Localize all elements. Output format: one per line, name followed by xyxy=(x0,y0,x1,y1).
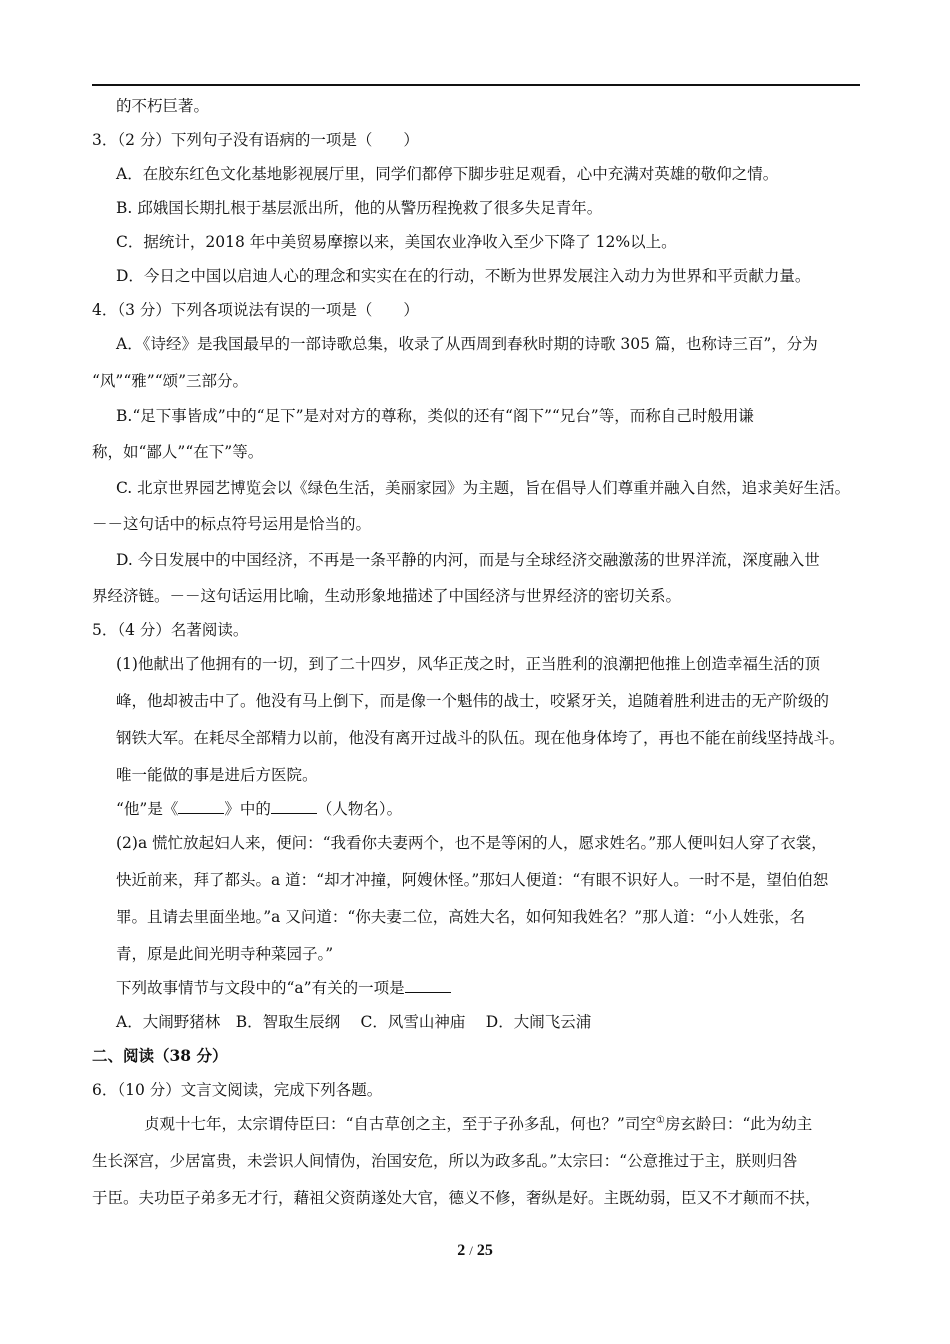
question-3-option-c: C．据统计，2018 年中美贸易摩擦以来，美国农业净收入至少下降了 12%以上。 xyxy=(116,233,677,251)
section-heading: 二、阅读（38 分） xyxy=(92,1046,228,1065)
passage-text: 贞观十七年，太宗谓侍臣曰：“自古草创之主，至于子孙多乱，何也？”司空 xyxy=(144,1115,656,1133)
header-rule xyxy=(92,84,860,86)
subquestion-text: 下列故事情节与文段中的“a”有关的一项是 xyxy=(116,979,405,997)
question-4-stem: 4．（3 分）下列各项说法有误的一项是（ ） xyxy=(92,301,419,319)
question-5-passage-2: 青，原是此间光明寺种菜园子。” xyxy=(116,945,334,963)
question-6-stem: 6．（10 分）文言文阅读，完成下列各题。 xyxy=(92,1081,383,1099)
classical-passage-line xyxy=(144,1113,812,1135)
question-5-passage-2: 罪。且请去里面坐地。”a 又问道：“你夫妻二位，高姓大名，如何知我姓名？”那人道：“小人姓张，名 xyxy=(116,908,806,926)
blank-prefix: “他”是《 xyxy=(116,800,179,818)
question-5-passage-2: (2)a 慌忙放起妇人来，便问：“我看你夫妻两个，也不是等闲的人，愿求姓名。”那人便叫妇人穿了衣裳， xyxy=(116,834,827,852)
page-number xyxy=(0,1242,950,1260)
blank-middle: 》中的 xyxy=(224,800,271,818)
question-4-option-c-cont: －－这句话中的标点符号运用是恰当的。 xyxy=(92,515,372,533)
page-separator: / xyxy=(469,1243,473,1258)
question-5-passage-1: 唯一能做的事是进后方医院。 xyxy=(116,766,318,784)
total-pages: 25 xyxy=(476,1242,493,1259)
classical-passage-line: 生长深宫，少居富贵，未尝识人间情伪，治国安危，所以为政多乱。”太宗曰：“公意推过于主，朕则归咎 xyxy=(92,1152,798,1170)
question-4-option-a-cont: “风”“雅”“颂”三部分。 xyxy=(92,372,249,390)
question-5-blank-line xyxy=(116,798,402,820)
question-5-passage-1: 钢铁大军。在耗尽全部精力以前，他没有离开过战斗的队伍。现在他身体垮了，再也不能在前线坚持战斗。 xyxy=(116,729,845,747)
question-3-option-b: B. 邱娥国长期扎根于基层派出所，他的从警历程挽救了很多失足青年。 xyxy=(116,199,603,217)
question-3-stem: 3．（2 分）下列句子没有语病的一项是（ ） xyxy=(92,131,419,149)
character-name-blank[interactable] xyxy=(271,799,317,814)
question-5-passage-1: (1)他献出了他拥有的一切，到了二十四岁，风华正茂之时，正当胜利的浪潮把他推上创造幸福生活的顶 xyxy=(116,655,820,673)
book-title-blank[interactable] xyxy=(178,799,224,814)
question-4-option-a: A．《诗经》是我国最早的一部诗歌总集，收录了从西周到春秋时期的诗歌 305 篇，也称诗三百”，分为 xyxy=(116,335,818,353)
text-line: 的不朽巨著。 xyxy=(116,97,210,115)
question-5-passage-2: 快近前来，拜了都头。a 道：“却才冲撞，阿嫂休怪。”那妇人便道：“有眼不识好人。一时不是，望伯伯恕 xyxy=(116,871,829,889)
answer-blank[interactable] xyxy=(405,978,451,993)
blank-suffix: （人物名）。 xyxy=(316,800,403,818)
question-5-stem: 5．（4 分）名著阅读。 xyxy=(92,621,249,639)
question-5-subquestion xyxy=(116,977,451,999)
question-4-option-d-cont: 界经济链。－－这句话运用比喻，生动形象地描述了中国经济与世界经济的密切关系。 xyxy=(92,587,682,605)
current-page: 2 xyxy=(457,1242,466,1259)
passage-text: 房玄龄曰：“此为幼主 xyxy=(664,1115,813,1133)
question-3-option-a: A．在胶东红色文化基地影视展厅里，同学们都停下脚步驻足观看，心中充满对英雄的敬仰之情。 xyxy=(116,165,779,183)
classical-passage-line: 于臣。夫功臣子弟多无才行，藉祖父资荫遂处大官，德义不修，奢纵是好。主既幼弱，臣又不才颠而不扶， xyxy=(92,1189,821,1207)
question-5-passage-1: 峰，他却被击中了。他没有马上倒下，而是像一个魁伟的战士，咬紧牙关，追随着胜利进击的无产阶级的 xyxy=(116,692,830,710)
question-4-option-c: C. 北京世界园艺博览会以《绿色生活，美丽家园》为主题，旨在倡导人们尊重并融入自然，追求美好生活。 xyxy=(116,479,851,497)
question-4-option-b: B.“足下事皆成”中的“足下”是对对方的尊称，类似的还有“阁下”“兄台”等，而称自己时般用谦 xyxy=(116,407,754,425)
footnote-marker[interactable]: ① xyxy=(655,1114,665,1126)
question-5-options: A．大闹野猪林 B．智取生辰纲 C．风雪山神庙 D．大闹飞云浦 xyxy=(116,1013,592,1031)
question-4-option-b-cont: 称，如“鄙人”“在下”等。 xyxy=(92,443,264,461)
question-3-option-d: D．今日之中国以启迪人心的理念和实实在在的行动，不断为世界发展注入动力为世界和平贡献力量。 xyxy=(116,267,811,285)
question-4-option-d: D. 今日发展中的中国经济，不再是一条平静的内河，而是与全球经济交融激荡的世界洋流，深度融入世 xyxy=(116,551,820,569)
